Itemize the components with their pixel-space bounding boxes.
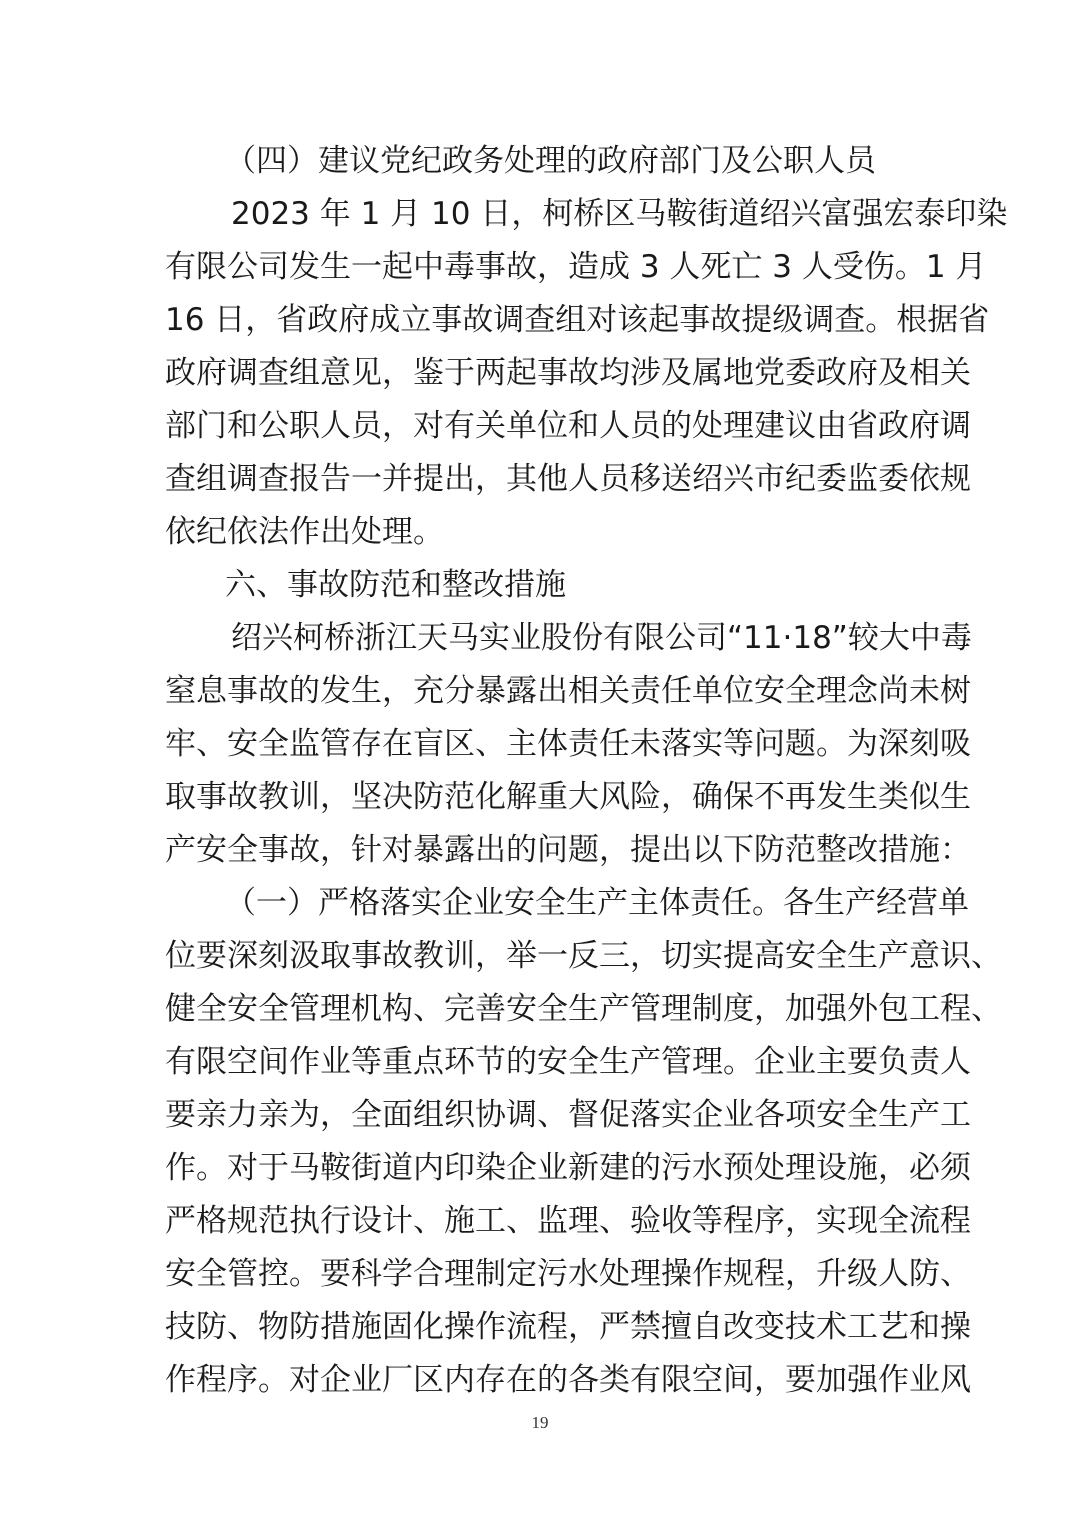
document-body — [165, 135, 1008, 1407]
paragraph-line: 牢、安全监管存在盲区、主体责任未落实等问题。为深刻吸 — [165, 726, 971, 762]
paragraph-line: 位要深刻汲取事故教训，举一反三，切实提高安全生产意识、 — [165, 938, 1002, 974]
paragraph-line: （一）严格落实企业安全生产主体责任。各生产经营单 — [225, 885, 969, 921]
paragraph-line: 窒息事故的发生，充分暴露出相关责任单位安全理念尚未树 — [165, 673, 971, 709]
paragraph-line: 有限公司发生一起中毒事故，造成 3 人死亡 3 人受伤。1 月 — [165, 249, 987, 285]
paragraph-line: 2023 年 1 月 10 日，柯桥区马鞍街道绍兴富强宏泰印染 — [231, 196, 1008, 232]
paragraph-line: 技防、物防措施固化操作流程，严禁擅自改变技术工艺和操 — [165, 1309, 971, 1345]
paragraph-line: 取事故教训，坚决防范化解重大风险，确保不再发生类似生 — [165, 779, 971, 815]
paragraph-line: 作程序。对企业厂区内存在的各类有限空间，要加强作业风 — [165, 1362, 971, 1398]
paragraph-line: 安全管控。要科学合理制定污水处理操作规程，升级人防、 — [165, 1256, 971, 1292]
section-heading-4: （四）建议党纪政务处理的政府部门及公职人员 — [225, 143, 876, 179]
paragraph-line: 有限空间作业等重点环节的安全生产管理。企业主要负责人 — [165, 1044, 971, 1080]
paragraph-line: 16 日，省政府成立事故调查组对该起事故提级调查。根据省 — [165, 302, 990, 338]
paragraph-line: 依纪依法作出处理。 — [165, 514, 444, 550]
paragraph-line: 查组调查报告一并提出，其他人员移送绍兴市纪委监委依规 — [165, 461, 971, 497]
paragraph-line: 要亲力亲为，全面组织协调、督促落实企业各项安全生产工 — [165, 1097, 971, 1133]
paragraph-line: 作。对于马鞍街道内印染企业新建的污水预处理设施，必须 — [165, 1150, 971, 1186]
paragraph-line: 政府调查组意见，鉴于两起事故均涉及属地党委政府及相关 — [165, 355, 971, 391]
paragraph-line: 部门和公职人员，对有关单位和人员的处理建议由省政府调 — [165, 408, 971, 444]
paragraph-line: 绍兴柯桥浙江天马实业股份有限公司“11·18”较大中毒 — [231, 620, 972, 656]
paragraph-line: 严格规范执行设计、施工、监理、验收等程序，实现全流程 — [165, 1203, 971, 1239]
section-heading-6: 六、事故防范和整改措施 — [225, 567, 566, 603]
paragraph-line: 产安全事故，针对暴露出的问题，提出以下防范整改措施： — [165, 832, 971, 868]
page-number: 19 — [531, 1413, 549, 1432]
paragraph-line: 健全安全管理机构、完善安全生产管理制度，加强外包工程、 — [165, 991, 1002, 1027]
